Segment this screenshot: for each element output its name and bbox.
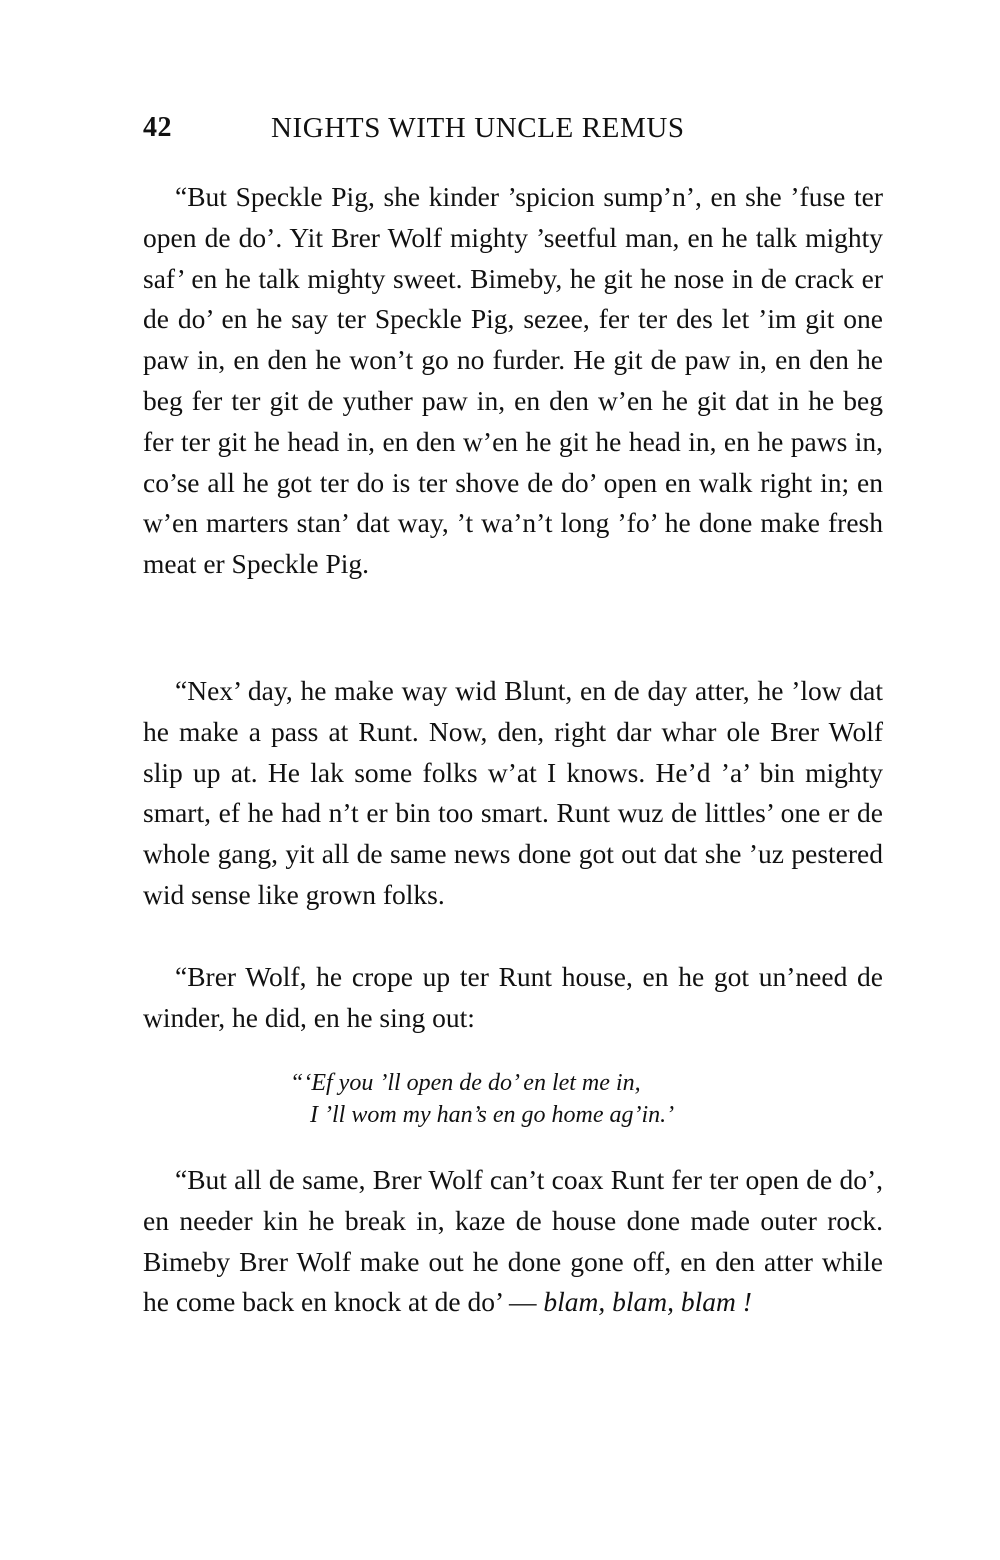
paragraph-speckle-pig: “But Speckle Pig, she kinder ’spicion sump’n’, en she ’fuse ter open de do’. Yit Brer Wolf mighty ’seetful man, en he talk mighty saf’ en he talk mighty sweet. Bimeby, he git he nose in de crack er de do’ en he say ter Speckle Pig, sezee, fer ter des let ’im git one paw in, en den he won’t go no furder. He git de paw in, en den he beg fer ter git de yuther paw in, en den w’en he git dat in he beg fer ter git he head in, en den w’en he git he head in, en he paws in, co’se all he got ter do is ter shove de do’ open en walk right in; en w’en marters stan’ dat way, ’t wa’n’t long ’fo’ he done make fresh meat er Speckle Pig. [143, 181, 883, 580]
running-title: NIGHTS WITH UNCLE REMUS [271, 112, 685, 144]
italic-sound-effect: blam, blam, blam ! [543, 1286, 752, 1318]
page-number: 42 [143, 112, 172, 143]
body-text-block-1 [143, 177, 883, 585]
song-verse [290, 1067, 790, 1131]
page-header [143, 112, 883, 162]
paragraph-runt-house: “Brer Wolf, he crope up ter Runt house, en he got un’need de winder, he did, en he sing out: [143, 961, 883, 1033]
verse-line: I ’ll wom my han’s en go home ag’in.’ [310, 1102, 675, 1128]
paragraph-text: “But all de same, Brer Wolf can’t coax Runt fer ter open de do’, en needer kin he break in, kaze de house done made outer rock. Bimeby Brer Wolf make out he done gone off, en den atter while he come back en knock at de do’ — [143, 1164, 883, 1318]
body-text-block-4 [143, 1160, 883, 1323]
body-text-block-3 [143, 957, 883, 1039]
verse-line: “‘Ef you ’ll open de do’ en let me in, [290, 1070, 641, 1096]
paragraph-blunt-and-runt: “Nex’ day, he make way wid Blunt, en de day atter, he ’low dat he make a pass at Runt. Now, den, right dar whar ole Brer Wolf slip up at. He lak some folks w’at I knows. He’d ’a’ bin mighty smart, ef he had n’t er bin too smart. Runt wuz de littles’ one er de whole gang, yit all de same news done got out dat she ’uz pestered wid sense like grown folks. [143, 675, 883, 910]
body-text-block-2 [143, 671, 883, 916]
paragraph-knock-at-door [143, 1160, 883, 1323]
